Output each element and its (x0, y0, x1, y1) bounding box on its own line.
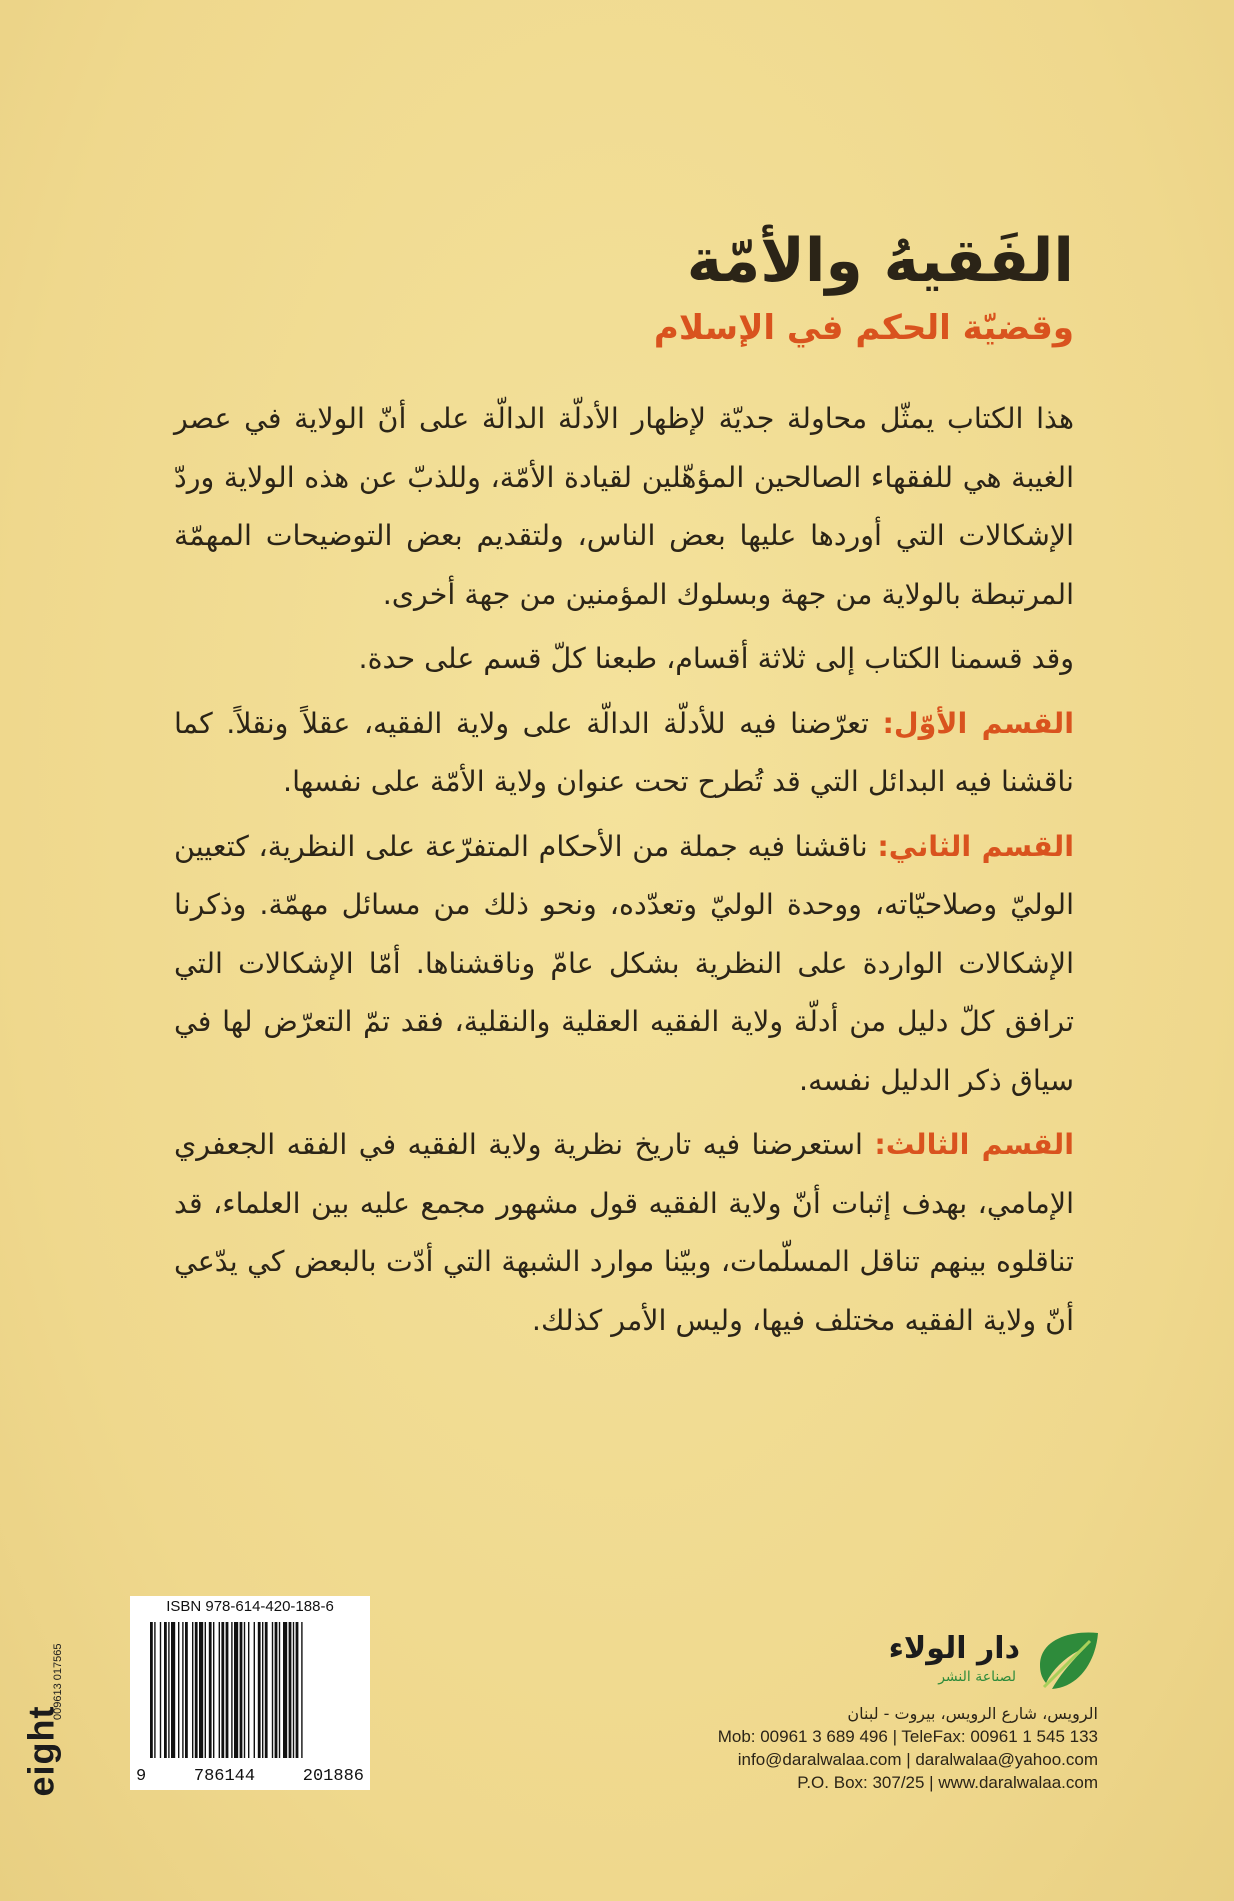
section-3 (174, 1116, 1074, 1350)
publisher-emails: info@daralwalaa.com | daralwalaa@yahoo.com (737, 1750, 1098, 1769)
barcode-bar (171, 1622, 175, 1758)
barcode-bar (231, 1622, 232, 1758)
section-3-label: القسم الثالث: (874, 1128, 1074, 1161)
barcode-bar (244, 1622, 245, 1758)
barcode-bar (192, 1622, 193, 1758)
barcode-bar (283, 1622, 287, 1758)
isbn-label: ISBN 978-614-420-188-6 (166, 1598, 334, 1615)
title-block (374, 228, 1074, 349)
section-3-text: استعرضنا فيه تاريخ نظرية ولاية الفقيه في الفقه الجعفري الإمامي، بهدف إثبات أنّ ولاية الفقيه قول مشهور مجمع عليه بين العلماء، قد تناقلوه بينهم تناقل المسلّمات، وبيّنا موارد الشبهة التي أدّت بالبعض كي يدّعي أنّ ولاية الفقيه مختلف فيها، وليس الأمر كذلك. (174, 1128, 1074, 1337)
barcode-bar (262, 1622, 263, 1758)
barcode-bar (178, 1622, 179, 1758)
barcode-bar (226, 1622, 229, 1758)
barcode-bar (221, 1622, 224, 1758)
barcode-bar (258, 1622, 261, 1758)
section-1 (174, 695, 1074, 812)
barcode-bars (150, 1622, 362, 1758)
barcode-bar (248, 1622, 249, 1758)
barcode-bar (219, 1622, 220, 1758)
isbn-digit-prefix: 9 (136, 1767, 147, 1786)
barcode-bar (205, 1622, 206, 1758)
barcode-bar (160, 1622, 161, 1758)
publisher-block (774, 1625, 1104, 1705)
publisher-tagline: لصناعة النشر (938, 1669, 1016, 1685)
imprint-logo (14, 1643, 94, 1810)
isbn-digit-group-2: 201886 (302, 1767, 364, 1786)
barcode-bar (289, 1622, 292, 1758)
blurb-intro: هذا الكتاب يمثّل محاولة جديّة لإظهار الأدلّة الدالّة على أنّ الولاية في عصر الغيبة هي للفقهاء الصالحين المؤهّلين لقيادة الأمّة، وللذبّ عن هذه الولاية وردّ الإشكالات التي أوردها عليها بعض الناس، ولتقديم بعض التوضيحات المهمّة المرتبطة بالولاية من جهة وبسلوك المؤمنين من جهة أخرى. (174, 402, 1074, 611)
publisher-leaf-icon (1030, 1625, 1104, 1699)
barcode-bar (164, 1622, 167, 1758)
barcode-bar (185, 1622, 188, 1758)
imprint-word: eight (20, 1705, 62, 1797)
section-1-text: تعرّضنا فيه للأدلّة الدالّة على ولاية الفقيه، عقلاً ونقلاً. كما ناقشنا فيه البدائل التي قد تُطرح تحت عنوان ولاية الأمّة على نفسها. (174, 706, 1074, 798)
barcode-bar (195, 1622, 198, 1758)
publisher-contact (578, 1702, 1098, 1794)
barcode-bar (240, 1622, 243, 1758)
barcode-bar (275, 1622, 278, 1758)
section-1-label: القسم الأوّل: (882, 706, 1074, 740)
publisher-phones: Mob: 00961 3 689 496 | TeleFax: 00961 1 545 133 (717, 1727, 1098, 1746)
barcode (130, 1596, 370, 1790)
barcode-bar (213, 1622, 214, 1758)
barcode-bar (234, 1622, 238, 1758)
barcode-bar (182, 1622, 183, 1758)
barcode-bar (301, 1622, 302, 1758)
barcode-bar (150, 1622, 153, 1758)
barcode-bar (154, 1622, 155, 1758)
imprint-code: 009613 017565 (52, 1643, 64, 1720)
barcode-bar (168, 1622, 169, 1758)
barcode-bar (279, 1622, 280, 1758)
section-2 (174, 818, 1074, 1111)
barcode-bar (254, 1622, 255, 1758)
book-title: الفَقيهُ والأمّة (686, 226, 1074, 296)
blurb (174, 390, 1074, 1356)
barcode-bar (293, 1622, 294, 1758)
section-2-label: القسم الثاني: (877, 829, 1074, 863)
isbn-digits (136, 1767, 364, 1786)
barcode-bar (272, 1622, 273, 1758)
publisher-address: الرويس، شارع الرويس، بيروت - لبنان (847, 1704, 1098, 1723)
blurb-division: وقد قسمنا الكتاب إلى ثلاثة أقسام، طبعنا كلّ قسم على حدة. (358, 642, 1074, 675)
barcode-bar (209, 1622, 212, 1758)
barcode-bar (199, 1622, 203, 1758)
isbn-digit-group-1: 786144 (193, 1767, 256, 1786)
publisher-name: دار الولاء (888, 1631, 1020, 1666)
book-subtitle: وقضيّة الحكم في الإسلام (653, 308, 1074, 348)
barcode-bar (265, 1622, 268, 1758)
barcode-bar (296, 1622, 299, 1758)
section-2-text: ناقشنا فيه جملة من الأحكام المتفرّعة على النظرية، كتعيين الوليّ وصلاحيّاته، ووحدة الوليّ وتعدّده، ونحو ذلك من مسائل مهمّة. وذكرنا الإشكالات الواردة على النظرية بشكل عامّ وناقشناها. أمّا الإشكالات التي ترافق كلّ دليل من أدلّة ولاية الفقيه العقلية والنقلية، فقد تمّ التعرّض لها في سياق ذكر الدليل نفسه. (174, 829, 1074, 1097)
publisher-web: P.O. Box: 307/25 | www.daralwalaa.com (797, 1773, 1098, 1792)
